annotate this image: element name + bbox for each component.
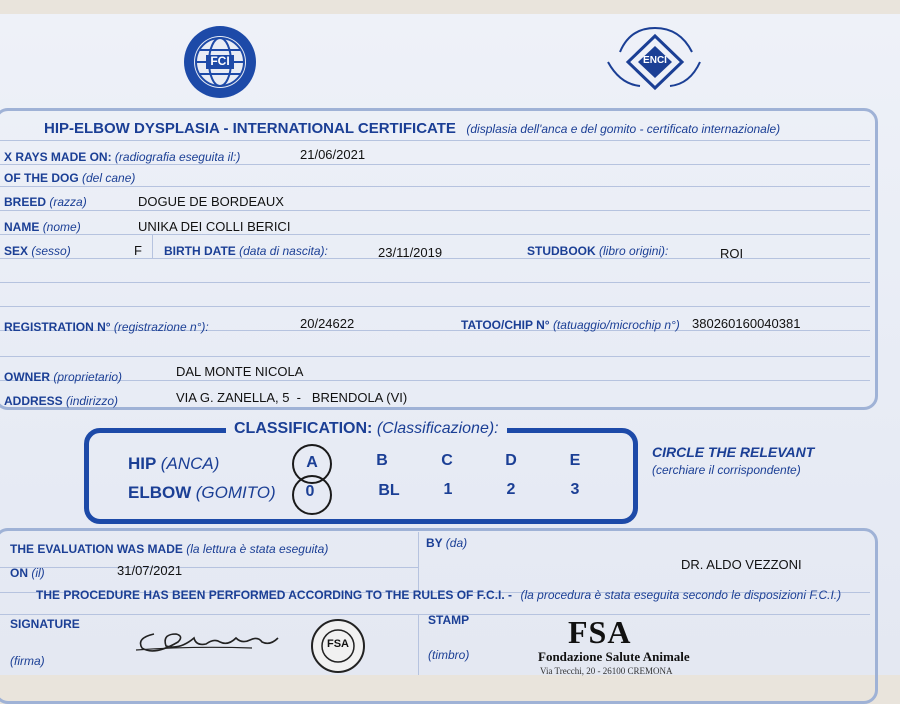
hip-grade-c[interactable]: C — [441, 452, 453, 469]
enci-logo-text: ENCI — [643, 55, 667, 66]
evaluation-label: THE EVALUATION WAS MADE (la lettura è stata eseguita) — [10, 542, 329, 556]
handwritten-signature — [132, 616, 292, 656]
elbow-grade-bl[interactable]: BL — [378, 482, 400, 499]
signature-label: SIGNATURE — [10, 617, 80, 631]
fci-logo-text: FCI — [210, 54, 230, 68]
hip-grade-a[interactable]: A — [306, 454, 318, 471]
hip-grade-e[interactable]: E — [569, 452, 581, 469]
xray-label: X RAYS MADE ON: (radiografia eseguita il:) — [4, 150, 241, 164]
sex-value: F — [134, 243, 142, 258]
elbow-grade-2[interactable]: 2 — [506, 481, 516, 498]
evaluation-by-label: BY (da) — [426, 536, 468, 550]
owner-label: OWNER (proprietario) — [4, 370, 123, 384]
elbow-grade-1[interactable]: 1 — [443, 481, 453, 498]
registration-value: 20/24622 — [300, 316, 355, 331]
certificate-paper — [0, 14, 900, 675]
elbow-selected-circle — [292, 475, 332, 515]
address-value: VIA G. ZANELLA, 5 - BRENDOLA (VI) — [176, 390, 408, 405]
elbow-grade-0[interactable]: 0 — [305, 483, 315, 500]
dog-label: OF THE DOG (del cane) — [4, 171, 136, 185]
breed-value: DOGUE DE BORDEAUX — [138, 194, 284, 209]
enci-logo — [600, 22, 710, 104]
dog-name-value: UNIKA DEI COLLI BERICI — [138, 219, 291, 234]
elbow-label: ELBOW (GOMITO) — [128, 483, 276, 502]
procedure-statement: THE PROCEDURE HAS BEEN PERFORMED ACCORDING TO THE RULES OF F.C.I. - (la procedura è stata eseguita secondo le disposizioni F.C.I.) — [36, 588, 842, 602]
chip-value: 380260160040381 — [692, 316, 801, 331]
hip-label: HIP (ANCA) — [128, 454, 220, 473]
registration-label: REGISTRATION N° (registrazione n°): — [4, 320, 209, 334]
owner-value: DAL MONTE NICOLA — [176, 364, 304, 379]
elbow-grade-3[interactable]: 3 — [570, 481, 580, 498]
breed-label: BREED (razza) — [4, 195, 87, 209]
evaluation-on-label: ON (il) — [10, 566, 45, 580]
stamp-address: Via Trecchi, 20 - 26100 CREMONA — [540, 666, 673, 676]
stamp-org: Fondazione Salute Animale — [538, 649, 690, 664]
studbook-value: ROI — [720, 246, 744, 261]
hip-grade-d[interactable]: D — [505, 452, 517, 469]
name-label: NAME (nome) — [4, 220, 81, 234]
circle-note: CIRCLE THE RELEVANT (cerchiare il corrispondente) — [652, 444, 815, 477]
birth-date-value: 23/11/2019 — [378, 245, 443, 260]
classification-box — [84, 428, 638, 524]
classification-title: CLASSIFICATION: (Classificazione): — [226, 420, 507, 438]
seal-center-text: FSA — [327, 638, 349, 650]
fci-logo — [182, 24, 258, 100]
stamp-label-it: (timbro) — [428, 648, 470, 662]
certificate-title: HIP-ELBOW DYSPLASIA - INTERNATIONAL CERTIFICATE (displasia dell'anca e del gomito - certificato internazionale) — [44, 120, 781, 137]
address-label: ADDRESS (indirizzo) — [4, 394, 119, 408]
signature-label-it: (firma) — [10, 654, 45, 668]
sex-label: SEX (sesso) — [4, 244, 71, 258]
hip-grade-b[interactable]: B — [376, 452, 388, 469]
chip-label: TATOO/CHIP N° (tatuaggio/microchip n°) — [461, 318, 680, 332]
studbook-label: STUDBOOK (libro origini): — [527, 244, 669, 258]
xray-date: 21/06/2021 — [300, 147, 366, 162]
birth-date-label: BIRTH DATE (data di nascita): — [164, 244, 328, 258]
reading-center-seal — [310, 618, 366, 674]
evaluation-date: 31/07/2021 — [117, 563, 183, 578]
evaluator-name: DR. ALDO VEZZONI — [681, 557, 802, 572]
stamp-logo: FSA — [568, 614, 632, 650]
stamp-label: STAMP — [428, 613, 470, 627]
